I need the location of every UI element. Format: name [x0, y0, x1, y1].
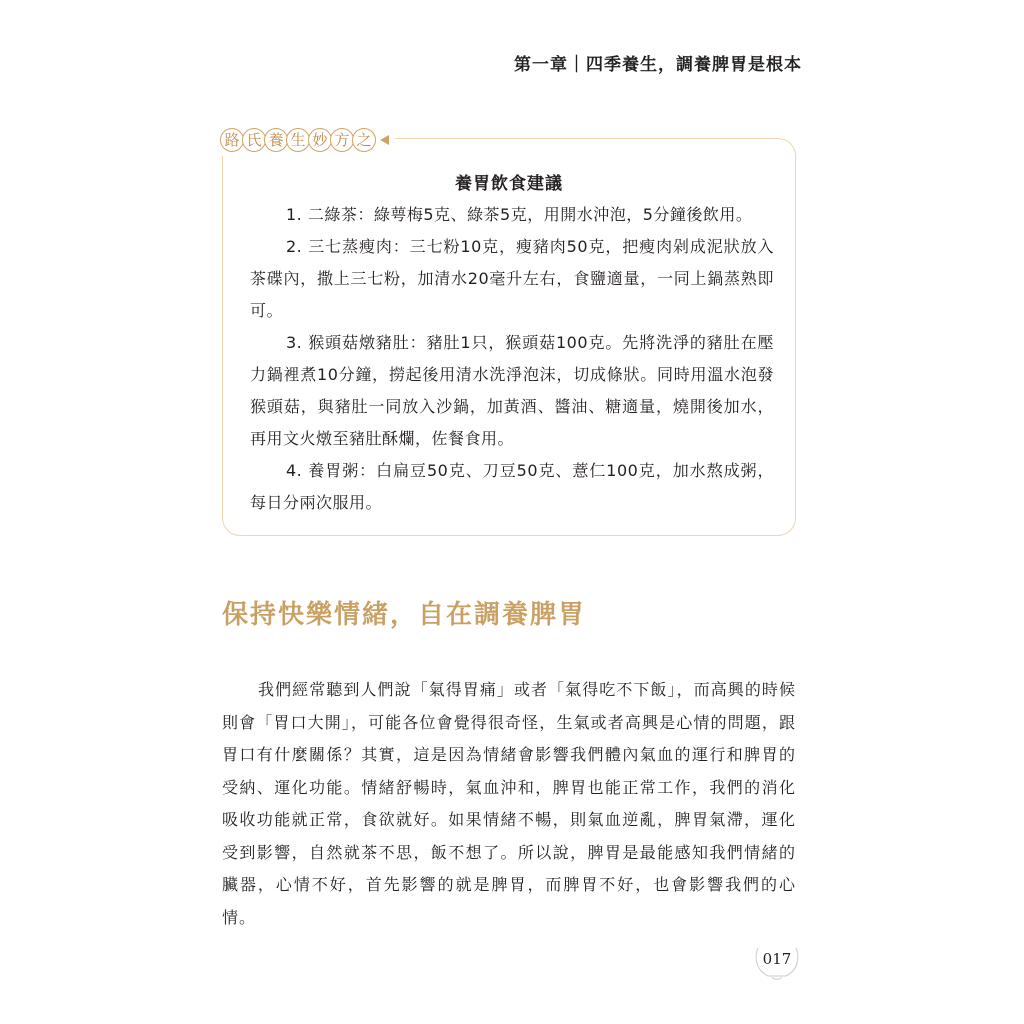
recipe-item: 3. 猴頭菇燉豬肚：豬肚1只，猴頭菇100克。先將洗淨的豬肚在壓力鍋裡煮10分鐘，撈起後用清水洗淨泡沫，切成條狀。同時用溫水泡發猴頭菇，與豬肚一同放入沙鍋，加黃酒、醬油、糖適量，燒開後加水，再用文火燉至豬肚酥爛，佐餐食用。	[250, 333, 774, 448]
tip-box-body	[250, 199, 774, 519]
badge-char: 妙	[308, 128, 332, 152]
running-header: 第一章｜四季養生，調養脾胃是根本	[514, 55, 802, 75]
recipe-item: 4. 養胃粥：白扁豆50克、刀豆50克、薏仁100克，加水熬成粥，每日分兩次服用。	[250, 461, 774, 512]
badge-char: 氏	[242, 128, 266, 152]
badge-char: 養	[264, 128, 288, 152]
body-paragraph: 我們經常聽到人們說「氣得胃痛」或者「氣得吃不下飯」，而高興的時候則會「胃口大開」，可能各位會覺得很奇怪，生氣或者高興是心情的問題，跟胃口有什麼關係？其實，這是因為情緒會影響我們體內氣血的運行和脾胃的受納、運化功能。情緒舒暢時，氣血沖和，脾胃也能正常工作，我們的消化吸收功能就正常，食欲就好。如果情緒不暢，則氣血逆亂，脾胃氣滯，運化受到影響，自然就茶不思，飯不想了。所以說，脾胃是最能感知我們情緒的臟器，心情不好，首先影響的就是脾胃，而脾胃不好，也會影響我們的心情。	[222, 680, 796, 927]
section-heading: 保持快樂情緒，自在調養脾胃	[222, 600, 587, 630]
arrow-left-icon	[380, 135, 389, 145]
badge-char: 生	[286, 128, 310, 152]
recipe-item: 2. 三七蒸瘦肉：三七粉10克，瘦豬肉50克，把瘦肉剁成泥狀放入茶碟內，撒上三七粉，加清水20毫升左右，食鹽適量，一同上鍋蒸熟即可。	[250, 237, 774, 320]
main-body	[222, 674, 796, 934]
badge-char: 路	[220, 128, 244, 152]
page-number-block	[752, 944, 802, 980]
tip-box-title: 養胃飲食建議	[455, 174, 563, 194]
recipe-item: 1. 二綠茶：綠萼梅5克、綠茶5克，用開水沖泡，5分鐘後飲用。	[286, 205, 753, 224]
page-number: 017	[762, 950, 792, 968]
badge-char: 方	[330, 128, 354, 152]
badge-char: 之	[352, 128, 376, 152]
tip-badge	[220, 124, 395, 156]
